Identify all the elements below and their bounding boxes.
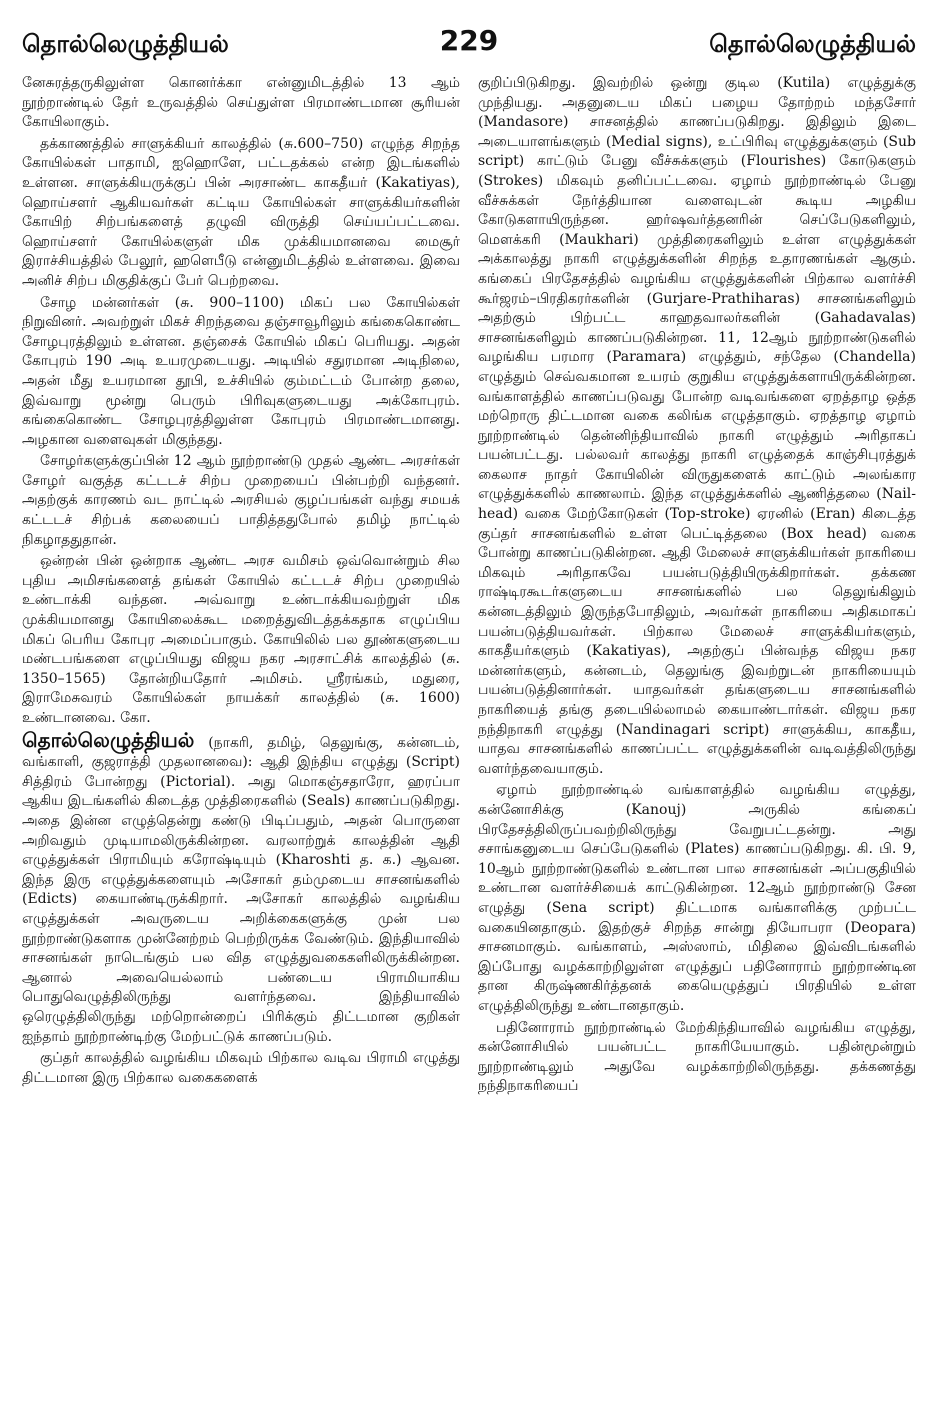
entry-text: (நாகரி, தமிழ், தெலுங்கு, கன்னடம், வங்காளி, குஜராத்தி முதலானவை): ஆதி இந்திய எழுத்து (Script) சித்திரம் போன்றது (Pictorial). அது மொகஞ்சதாரோ, ஹரப்பா ஆகிய இடங்களில் கிடைத்த முத்திரைகளில் (Seals) காணப்படுகிறது. அதை இன்ன எழுத்தென்று கண்டு பிடிப்பதும், அதன் பொருளை அறிவதும் முடியாமலிருக்கின்றன. வரலாற்றுக் காலத்தின் ஆதி எழுத்துக்கள் பிராமியும் கரோஷ்டியும் (Kharoshti த. க.) ஆவன. இந்த இரு எழுத்துக்களையும் அசோகர் தம்முடைய சாசனங்களில் (Edicts) கையாண்டிருக்கிறார். அசோகர் காலத்தில் வழங்கிய எழுத்துக்கள் அவருடைய அறிக்கைகளுக்கு முன் பல நூற்றாண்டுகளாக முன்னேற்றம் பெற்றிருக்க வேண்டும். இந்தியாவில் சாசனங்கள் நாடெங்கும் பல வித எழுத்துவகைகளிலிருக்கின்றன. ஆனால் அவையெல்லாம் பண்டைய பிராமியாகிய பொதுவெழுத்திலிருந்து வளர்ந்தவை. இந்தியாவில் ஒரெழுத்திலிருந்து மற்றொன்றைப் பிரிக்கும் திட்டமான குறிகள் ஐந்தாம் நூற்றாண்டிற்கு மேற்பட்டுக் காணப்படும்.	[22, 734, 460, 1045]
right-column	[478, 74, 916, 1404]
paragraph: தக்காணத்தில் சாளுக்கியர் காலத்தில் (சு.600–750) எழுந்த சிறந்த கோயில்கள் பாதாமி, ஐஹொளே, பட்டதக்கல் என்ற இடங்களில் உள்ளன. சாளுக்கியருக்குப் பின் அரசாண்ட காகதீயர் (Kakatiyas), ஹொய்சளர் ஆகியவர்கள் கட்டிய கோயில்கள் சாளுக்கியர்களின் கோயிற் சிற்பங்களைத் தழுவி விருத்தி செய்யப்பட்டவை. ஹொய்சளர் கோயில்களுள் மிக முக்கியமானவை மைசூர் இராச்சியத்தில் பேலூர், ஹளெபீடு என்னுமிடத்தில் உள்ளவை. இவை அனிச் சிற்ப மிகுதிக்குப் பேர் பெற்றவை.	[22, 135, 460, 289]
paragraph: சோழர்களுக்குப்பின் 12 ஆம் நூற்றாண்டு முதல் ஆண்ட அரசர்கள் சோழர் வகுத்த கட்டடச் சிற்ப முறையைப் பின்பற்றி வந்தனர். அதற்குக் காரணம் வட நாட்டில் அரசியல் குழப்பங்கள் வந்து சமயக் கட்டடச் சிற்பக் கலையைப் பாதித்ததுபோல் தமிழ் நாட்டில் நிகழாததுதான்.	[22, 453, 460, 548]
page-header	[22, 22, 916, 64]
paragraph: ஒன்றன் பின் ஒன்றாக ஆண்ட அரச வமிசம் ஒவ்வொன்றும் சில புதிய அமிசங்களைத் தங்கள் கோயில் கட்டடச் சிற்ப முறையில் உண்டாக்கி வந்தன. அவ்வாறு உண்டாக்கியவற்றுள் மிக முக்கியமானது கோயிலைக்கூட மறைத்துவிடத்தக்கதாக எழுப்பிய மிகப் பெரிய கோபுர அமைப்பாகும். கோயிலில் பல தூண்களுடைய மண்டபங்களை எழுப்பியது விஜய நகர அரசாட்சிக் காலத்தில் (சு. 1350–1565) தோன்றியதோர் அமிசம். ஸ்ரீரங்கம், மதுரை, இராமேசுவரம் கோயில்கள் நாயக்கர் காலத்தில் (சு. 1600) உண்டானவை. கோ.	[22, 553, 460, 726]
paragraph: ஏழாம் நூற்றாண்டில் வங்காளத்தில் வழங்கிய எழுத்து, கன்னோசிக்கு (Kanouj) அருகில் கங்கைப் பிரதேசத்திலிருப்பவற்றிலிருந்து வேறுபட்டதன்று. அது சசாங்கனுடைய செப்பேடுகளில் (Plates) காணப்படுகிறது. கி. பி. 9, 10ஆம் நூற்றாண்டுகளில் உண்டான பால சாசனங்கள் அப்பகுதியில் உண்டான வளர்ச்சியைக் காட்டுகின்றன. 12ஆம் நூற்றாண்டு சேன எழுத்து (Sena script) திட்டமாக வங்காளிக்கு முற்பட்ட வகையினதாகும். இதற்குச் சிறந்த சான்று தியோபரா (Deopara) சாசனமாகும். வங்காளம், அஸ்ஸாம், மிதிலை இவ்விடங்களில் இப்போது வழக்காற்றிலுள்ள எழுத்துப் பதினோராம் நூற்றாண்டின தான கிருஷ்ணகிர்த்தனக் கையெழுத்துப் பிரதியில் உள்ள எழுத்திலிருந்து உண்டானதாகும்.	[478, 782, 916, 1014]
paragraph: னேசுரத்தருகிலுள்ள கொனர்க்கா என்னுமிடத்தில் 13 ஆம் நூற்றாண்டில் தேர் உருவத்தில் செய்துள்ள பிரமாண்டமான சூரியன் கோயிலாகும்.	[22, 75, 460, 131]
text-columns	[22, 74, 916, 1404]
running-head-right: தொல்லெழுத்தியல்	[709, 30, 916, 58]
page-number: 229	[439, 24, 499, 57]
paragraph: பதினோராம் நூற்றாண்டில் மேற்கிந்தியாவில் வழங்கிய எழுத்து, கன்னோசியில் பயன்பட்ட நாகரியேயாகும். பதின்மூன்றும் நூற்றாண்டிலும் அதுவே வழக்காற்றிலிருந்தது. தக்கணத்து நந்திநாகரியைப்	[478, 1019, 916, 1095]
paragraph: குப்தர் காலத்தில் வழங்கிய மிகவும் பிற்கால வடிவ பிராமி எழுத்து திட்டமான இரு பிற்கால வகைகளைக்	[22, 1050, 460, 1086]
left-column	[22, 74, 460, 1404]
running-head-left: தொல்லெழுத்தியல்	[22, 30, 229, 58]
paragraph: சோழ மன்னர்கள் (சு. 900–1100) மிகப் பல கோயில்கள் நிறுவினர். அவற்றுள் மிகச் சிறந்தவை தஞ்சாவூரிலும் கங்கைகொண்ட சோழபுரத்திலும் உள்ளன. தஞ்சைக் கோயில் மிகப் பெரியது. அதன் கோபுரம் 190 அடி உயரமுடையது. அடியில் சதுரமான அடிநிலை, அதன் மீது உயரமான தூபி, உச்சியில் கும்மட்டம் போன்ற தலை, இவ்வாறு மூன்று பெரும் பிரிவுகளுடையது அக்கோபுரம். கங்கைகொண்ட சோழபுரத்திலுள்ள கோபுரம் பிரமாண்டமானது. அழகான வளைவுகள் மிகுந்தது.	[22, 294, 460, 448]
entry-paragraph	[22, 727, 460, 1048]
entry-headword: தொல்லெழுத்தியல்	[22, 727, 195, 752]
paragraph: குறிப்பிடுகிறது. இவற்றில் ஒன்று குடில (Kutila) எழுத்துக்கு முந்தியது. அதனுடைய மிகப் பழைய தோற்றம் மந்தசோர் (Mandasore) சாசனத்தில் காணப்படுகிறது. இதிலும் இடை அடையாளங்களும் (Medial signs), உட்பிரிவு எழுத்துக்களும் (Sub script) காட்டும் பேனு வீச்சுக்களும் (Flourishes) கோடுகளும் (Strokes) மிகவும் தனிப்பட்டவை. ஏழாம் நூற்றாண்டில் பேனு வீச்சுக்கள் நேர்த்தியான வளைவுடன் கூடிய அழகிய கோடுகளாயிருந்தன. ஹர்ஷவர்த்தனரின் செப்பேடுகளிலும், மௌக்கரி (Maukhari) முத்திரைகளிலும் உள்ள எழுத்துக்கள் அக்காலத்து நாகரி எழுத்துக்களின் சிறந்த உதாரணங்கள் ஆகும். கங்கைப் பிரதேசத்தில் வழங்கிய எழுத்துக்களின் பிற்கால வளர்ச்சி கூர்ஜரம்–பிரதிகரர்களின் (Gurjare-Prathiharas) சாசனங்களிலும் அதற்கும் பிற்பட்ட காஹதவாலர்களின் (Gahadavalas) சாசனங்களிலும் காணப்படுகின்றன. 11, 12ஆம் நூற்றாண்டுகளில் வழங்கிய பரமார (Paramara) எழுத்தும், சந்தேல (Chandella) எழுத்தும் செவ்வகமான உயரம் குறுகிய எழுத்துக்களாயிருக்கின்றன. வங்காளத்தில் காணப்படுவது போன்ற வடிவங்களை ஏறத்தாழ ஒத்த மற்றொரு திட்டமான வகை கலிங்க எழுத்தாகும். ஏறத்தாழ ஏழாம் நூற்றாண்டில் தென்னிந்தியாவில் நாகரி எழுத்தும் அரிதாகப் பயன்பட்டது. பல்லவர் காலத்து நாகரி எழுத்தைக் காஞ்சிபுரத்துக் கைலாச நாதர் கோயிலின் விருதுகளைக் காட்டும் அலங்கார எழுத்துக்களில் காணலாம். இந்த எழுத்துக்களில் ஆணித்தலை (Nail-head) வகை மேற்கோடுகள் (Top-stroke) ஏரனில் (Eran) கிடைத்த குப்தர் சாசனங்களில் உள்ள பெட்டித்தலை (Box head) வகை போன்று காணப்படுகின்றன. ஆதி மேலைச் சாளுக்கியர்கள் நாகரியை மிகவும் அரிதாகவே பயன்படுத்தியிருக்கிறார்கள். தக்கண ராஷ்டிரகூடர்களுடைய சாசனங்களில் பல தெலுங்கிலும் கன்னடத்திலும் இருந்தபோதிலும், அவர்கள் நாகரியை அதிகமாகப் பயன்படுத்தியவர்கள். பிற்கால மேலைச் சாளுக்கியர்களும், காகதீயர்களும் (Kakatiyas), அதற்குப் பின்வந்த விஜய நகர மன்னர்களும், கன்னடம், தெலுங்கு இவற்றுடன் நாகரியையும் பயன்படுத்தினார்கள். யாதவர்கள் தங்களுடைய சாசனங்களில் நாகரியைத் தங்கு தடையில்லாமல் கையாண்டார்கள். விஜய நகர நந்திநாகரி எழுத்து (Nandinagari script) சாளுக்கிய, காகதீய, யாதவ சாசனங்களில் காணப்பட்ட எழுத்துக்களின் வடிவத்திலிருந்து வளர்ந்தவையாகும்.	[478, 75, 916, 777]
